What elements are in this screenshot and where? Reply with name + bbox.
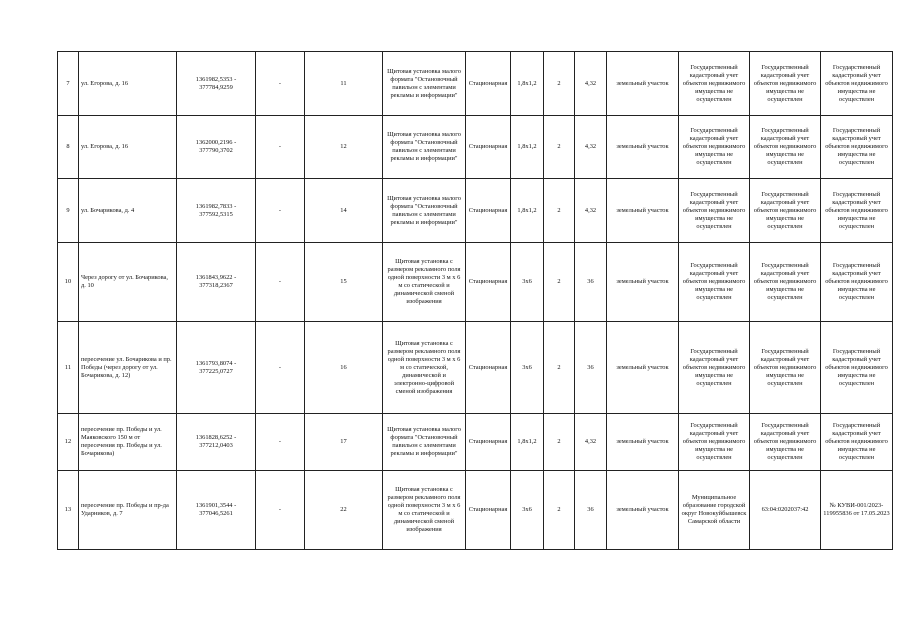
place-number-cell: 17 xyxy=(305,414,383,471)
empty-cell: - xyxy=(256,52,305,116)
address-cell: пересечение пр. Победы и пр-да Ударников, д. 7 xyxy=(79,471,177,550)
installation-kind-cell: Стационарная xyxy=(466,52,511,116)
document-cell: Государственный кадастровый учет объектов недвижимого имущества не осуществлен xyxy=(821,243,893,322)
empty-cell: - xyxy=(256,116,305,179)
sides-count-cell: 2 xyxy=(544,471,575,550)
registry-table xyxy=(57,51,893,550)
row-number: 12 xyxy=(58,414,79,471)
empty-cell: - xyxy=(256,322,305,414)
sides-count-cell: 2 xyxy=(544,116,575,179)
area-cell: 4,32 xyxy=(575,52,607,116)
address-cell: Через дорогу от ул. Бочарикова, д. 10 xyxy=(79,243,177,322)
owner-cell: Государственный кадастровый учет объектов недвижимого имущества не осуществлен xyxy=(679,116,750,179)
coordinates-cell: 1362000,2196 - 377790,3702 xyxy=(177,116,256,179)
owner-cell: Государственный кадастровый учет объектов недвижимого имущества не осуществлен xyxy=(679,52,750,116)
size-cell: 3х6 xyxy=(511,322,544,414)
installation-kind-cell: Стационарная xyxy=(466,471,511,550)
document-cell: Государственный кадастровый учет объектов недвижимого имущества не осуществлен xyxy=(821,52,893,116)
place-number-cell: 16 xyxy=(305,322,383,414)
address-cell: пересечение ул. Бочарикова и пр. Победы (через дорогу от ул. Бочарикова, д. 12) xyxy=(79,322,177,414)
row-number: 8 xyxy=(58,116,79,179)
owner-cell: Государственный кадастровый учет объектов недвижимого имущества не осуществлен xyxy=(679,243,750,322)
document-cell: Государственный кадастровый учет объектов недвижимого имущества не осуществлен xyxy=(821,322,893,414)
installation-kind-cell: Стационарная xyxy=(466,179,511,243)
place-number-cell: 22 xyxy=(305,471,383,550)
coordinates-cell: 1361843,9622 - 377318,2367 xyxy=(177,243,256,322)
table-row xyxy=(58,243,893,322)
place-number-cell: 15 xyxy=(305,243,383,322)
structure-type-cell: Щитовая установка малого формата "Остановочный павильон с элементами рекламы и информации" xyxy=(383,414,466,471)
installation-kind-cell: Стационарная xyxy=(466,322,511,414)
sides-count-cell: 2 xyxy=(544,52,575,116)
area-cell: 4,32 xyxy=(575,179,607,243)
coordinates-cell: 1361901,3544 - 377046,5261 xyxy=(177,471,256,550)
empty-cell: - xyxy=(256,179,305,243)
structure-type-cell: Щитовая установка малого формата "Остановочный павильон с элементами рекламы и информации" xyxy=(383,116,466,179)
document-cell: Государственный кадастровый учет объектов недвижимого имущества не осуществлен xyxy=(821,116,893,179)
row-number: 13 xyxy=(58,471,79,550)
structure-type-cell: Щитовая установка с размером рекламного поля одной поверхности 3 м х 6 м со статической и динамической сменой изображения xyxy=(383,471,466,550)
land-type-cell: земельный участок xyxy=(607,243,679,322)
cadastral-number-cell: Государственный кадастровый учет объектов недвижимого имущества не осуществлен xyxy=(750,414,821,471)
owner-cell: Государственный кадастровый учет объектов недвижимого имущества не осуществлен xyxy=(679,322,750,414)
place-number-cell: 14 xyxy=(305,179,383,243)
empty-cell: - xyxy=(256,471,305,550)
table-row xyxy=(58,322,893,414)
coordinates-cell: 1361982,5353 - 377784,9259 xyxy=(177,52,256,116)
size-cell: 1,8х1,2 xyxy=(511,179,544,243)
address-cell: пересечение пр. Победы и ул. Маяковского 150 м от пересечения пр. Победы и ул. Бочарикова) xyxy=(79,414,177,471)
coordinates-cell: 1361793,8074 - 377225,0727 xyxy=(177,322,256,414)
row-number: 9 xyxy=(58,179,79,243)
sides-count-cell: 2 xyxy=(544,243,575,322)
address-cell: ул. Бочарикова, д. 4 xyxy=(79,179,177,243)
land-type-cell: земельный участок xyxy=(607,322,679,414)
structure-type-cell: Щитовая установка малого формата "Остановочный павильон с элементами рекламы и информации" xyxy=(383,179,466,243)
size-cell: 3х6 xyxy=(511,471,544,550)
place-number-cell: 12 xyxy=(305,116,383,179)
owner-cell: Муниципальное образование городской округ Новокуйбышевск Самарской области xyxy=(679,471,750,550)
row-number: 10 xyxy=(58,243,79,322)
sides-count-cell: 2 xyxy=(544,179,575,243)
cadastral-number-cell: Государственный кадастровый учет объектов недвижимого имущества не осуществлен xyxy=(750,179,821,243)
table-row xyxy=(58,116,893,179)
table-row xyxy=(58,414,893,471)
installation-kind-cell: Стационарная xyxy=(466,116,511,179)
owner-cell: Государственный кадастровый учет объектов недвижимого имущества не осуществлен xyxy=(679,179,750,243)
document-cell: Государственный кадастровый учет объектов недвижимого имущества не осуществлен xyxy=(821,179,893,243)
table-row xyxy=(58,471,893,550)
cadastral-number-cell: Государственный кадастровый учет объектов недвижимого имущества не осуществлен xyxy=(750,243,821,322)
address-cell: ул. Егорова, д. 16 xyxy=(79,116,177,179)
document-cell: № КУВИ-001/2023-119955836 от 17.05.2023 xyxy=(821,471,893,550)
table-row xyxy=(58,179,893,243)
row-number: 11 xyxy=(58,322,79,414)
area-cell: 4,32 xyxy=(575,414,607,471)
land-type-cell: земельный участок xyxy=(607,414,679,471)
cadastral-number-cell: Государственный кадастровый учет объектов недвижимого имущества не осуществлен xyxy=(750,116,821,179)
structure-type-cell: Щитовая установка с размером рекламного поля одной поверхности 3 м х 6 м со статической, динамической и электронно-цифровой сменой изображения xyxy=(383,322,466,414)
land-type-cell: земельный участок xyxy=(607,471,679,550)
size-cell: 3х6 xyxy=(511,243,544,322)
document-cell: Государственный кадастровый учет объектов недвижимого имущества не осуществлен xyxy=(821,414,893,471)
cadastral-number-cell: Государственный кадастровый учет объектов недвижимого имущества не осуществлен xyxy=(750,52,821,116)
owner-cell: Государственный кадастровый учет объектов недвижимого имущества не осуществлен xyxy=(679,414,750,471)
land-type-cell: земельный участок xyxy=(607,179,679,243)
size-cell: 1,8х1,2 xyxy=(511,414,544,471)
area-cell: 36 xyxy=(575,243,607,322)
installation-kind-cell: Стационарная xyxy=(466,243,511,322)
structure-type-cell: Щитовая установка с размером рекламного поля одной поверхности 3 м х 6 м со статической и динамической сменой изображения xyxy=(383,243,466,322)
coordinates-cell: 1361828,6252 - 377212,0403 xyxy=(177,414,256,471)
land-type-cell: земельный участок xyxy=(607,116,679,179)
empty-cell: - xyxy=(256,243,305,322)
size-cell: 1,8х1,2 xyxy=(511,52,544,116)
size-cell: 1,8х1,2 xyxy=(511,116,544,179)
land-type-cell: земельный участок xyxy=(607,52,679,116)
coordinates-cell: 1361982,7833 - 377592,5315 xyxy=(177,179,256,243)
row-number: 7 xyxy=(58,52,79,116)
sides-count-cell: 2 xyxy=(544,322,575,414)
table-row xyxy=(58,52,893,116)
area-cell: 36 xyxy=(575,471,607,550)
structure-type-cell: Щитовая установка малого формата "Остановочный павильон с элементами рекламы и информации" xyxy=(383,52,466,116)
installation-kind-cell: Стационарная xyxy=(466,414,511,471)
place-number-cell: 11 xyxy=(305,52,383,116)
address-cell: ул. Егорова, д. 16 xyxy=(79,52,177,116)
area-cell: 4,32 xyxy=(575,116,607,179)
area-cell: 36 xyxy=(575,322,607,414)
sides-count-cell: 2 xyxy=(544,414,575,471)
cadastral-number-cell: 63:04:0202037:42 xyxy=(750,471,821,550)
cadastral-number-cell: Государственный кадастровый учет объектов недвижимого имущества не осуществлен xyxy=(750,322,821,414)
table-body xyxy=(58,52,893,550)
empty-cell: - xyxy=(256,414,305,471)
